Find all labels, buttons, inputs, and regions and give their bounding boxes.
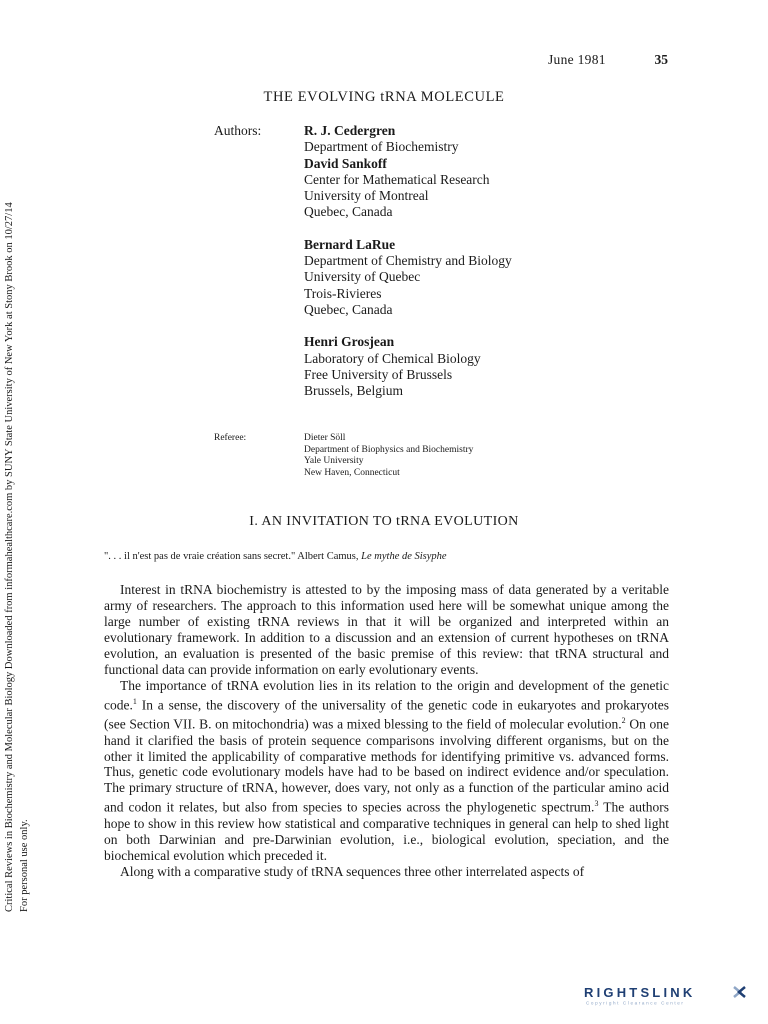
running-header bbox=[548, 52, 668, 70]
affiliation-line: Center for Mathematical Research bbox=[304, 171, 490, 187]
author-name: R. J. Cedergren bbox=[304, 123, 396, 138]
footnote-reference[interactable]: 3 bbox=[594, 799, 599, 809]
body-paragraph: Along with a comparative study of tRNA sequences three other interrelated aspects of bbox=[120, 863, 585, 879]
referee-line: Yale University bbox=[304, 456, 364, 467]
referee-line: Dieter Söll bbox=[304, 433, 346, 443]
affiliation-line: University of Quebec bbox=[304, 269, 421, 285]
footnote-reference[interactable]: 1 bbox=[132, 696, 137, 706]
affiliation-line: Free University of Brussels bbox=[304, 366, 453, 382]
affiliation-line: Laboratory of Chemical Biology bbox=[304, 350, 481, 366]
author-name: Bernard LaRue bbox=[304, 236, 396, 252]
author-name: David Sankoff bbox=[304, 155, 387, 171]
author-name: Henri Grosjean bbox=[304, 334, 395, 350]
download-notice bbox=[0, 0, 40, 1024]
referee-line: New Haven, Connecticut bbox=[304, 467, 400, 478]
epigraph-quote: ". . . il n'est pas de vraie création sans secret." Albert Camus, bbox=[104, 551, 359, 562]
body-text bbox=[104, 582, 669, 880]
personal-use-notice: For personal use only. bbox=[19, 819, 30, 912]
affiliation-line: Quebec, Canada bbox=[304, 301, 393, 317]
issue-date: June 1981 bbox=[548, 52, 606, 67]
body-paragraph: Interest in tRNA biochemistry is attested to by the imposing mass of data generated by a veritable army of researchers. The approach to this information used here will be somewhat unique among the large number of existing tRNA reviews in that it will be organized and interpreted within an evolutionary framework. In addition to a discussion and an extension of current hypotheses on tRNA evolution, an evaluation is presented of the basic premise of this review: that tRNA structural and functional data can provide information on early evolutionary events. bbox=[104, 582, 669, 677]
article-title: THE EVOLVING tRNA MOLECULE bbox=[263, 89, 505, 105]
referee-label: Referee: bbox=[214, 433, 247, 443]
rightslink-logo[interactable] bbox=[584, 984, 754, 1006]
affiliation-line: Trois-Rivieres bbox=[304, 285, 382, 301]
affiliation-line: University of Montreal bbox=[304, 188, 429, 204]
author-affiliation-block bbox=[304, 123, 512, 221]
affiliation-line: Department of Biochemistry bbox=[304, 139, 459, 155]
authors-list bbox=[304, 123, 512, 415]
affiliation-line: Brussels, Belgium bbox=[304, 383, 404, 399]
referee-line: Department of Biophysics and Biochemistry bbox=[304, 444, 474, 455]
rightslink-logo-graphic bbox=[584, 984, 754, 1006]
svg-text:Copyright Clearance Center: Copyright Clearance Center bbox=[586, 1000, 685, 1006]
referee-block bbox=[304, 433, 473, 479]
download-notice-line: Critical Reviews in Biochemistry and Molecular Biology Downloaded from informahealthcare.com by SUNY State University of New York at Stony Brook on 10/27/14 bbox=[4, 202, 15, 912]
svg-text:RIGHTSLINK: RIGHTSLINK bbox=[584, 985, 696, 1000]
affiliation-line: Department of Chemistry and Biology bbox=[304, 253, 512, 269]
authors-label: Authors: bbox=[214, 123, 262, 138]
body-paragraph: The importance of tRNA evolution lies in its relation to the origin and development of the genetic code.$^1$ In a sense, the discovery of the universality of the genetic code in eukaryotes and prokaryotes (see Section VII. B. on mitochondria) was a mixed blessing to the field of molecular evolution.$^2$ On one hand it clarified the basis of protein sequence comparisons involving different organisms, but on the other it limited the applicability of comparative methods for identifying primitive vs. advanced forms. Thus, genetic code evolutionary models have had to be based on indirect evidence and/or speculation. The primary structure of tRNA, however, does vary, not only as a function of the particular amino acid and codon it relates, but also from species to species across the phylogenetic spectrum.$^3$ The authors hope to show in this review how statistical and comparative techniques in general can help to shed light on both Darwinian and pre-Darwinian evolution, i.e., biological evolution, speciation, and the biochemical evolution which preceded it. bbox=[104, 677, 669, 863]
epigraph-book-title: Le mythe de Sisyphe bbox=[361, 551, 447, 562]
affiliation-line: Quebec, Canada bbox=[304, 204, 393, 220]
page-number: 35 bbox=[654, 52, 668, 67]
author-affiliation-block bbox=[304, 334, 512, 399]
epigraph bbox=[104, 551, 447, 562]
footnote-reference[interactable]: 2 bbox=[621, 716, 626, 726]
author-affiliation-block bbox=[304, 237, 512, 318]
section-heading: I. AN INVITATION TO tRNA EVOLUTION bbox=[249, 514, 519, 529]
